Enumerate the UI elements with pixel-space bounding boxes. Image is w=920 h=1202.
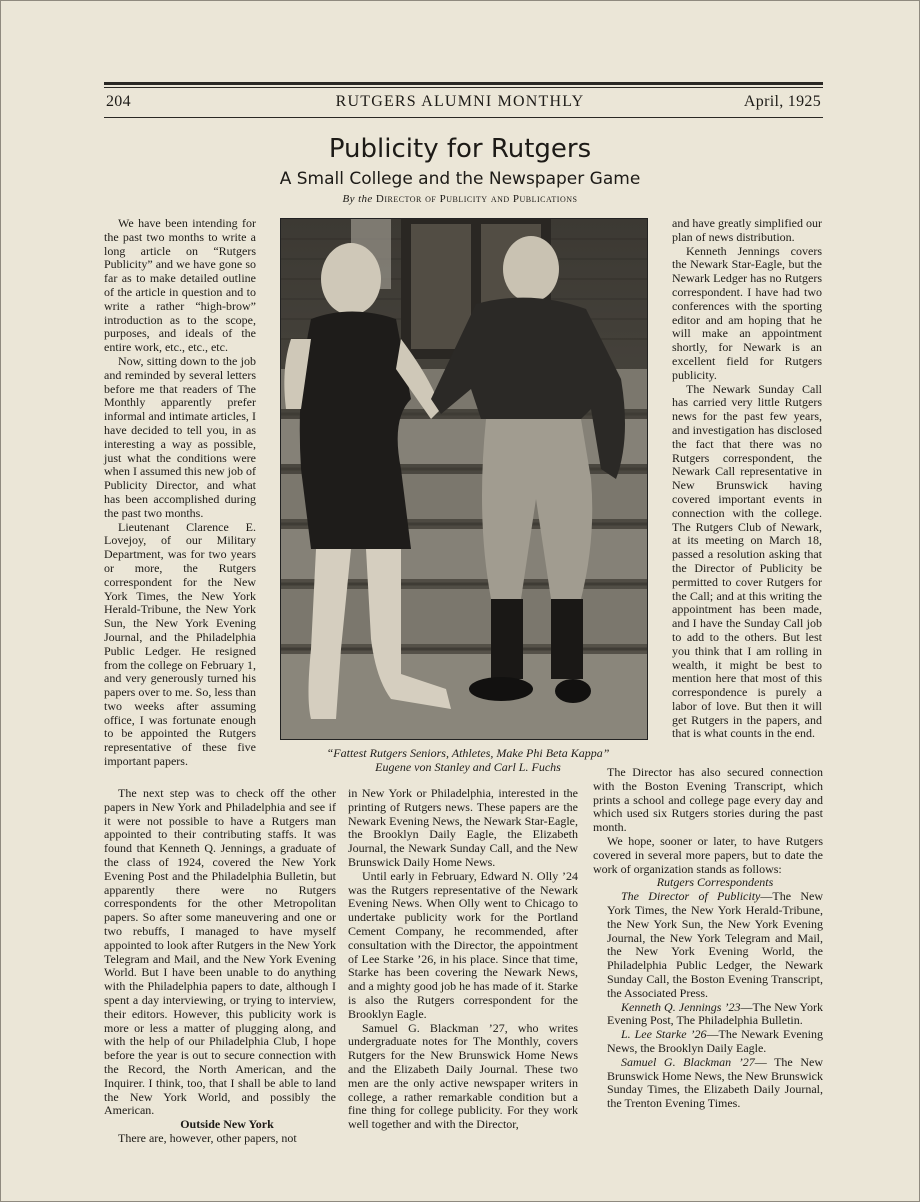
publication-name: RUTGERS ALUMNI MONTHLY xyxy=(335,93,585,110)
left-column-bottom xyxy=(104,787,336,1146)
paragraph: Kenneth Jennings covers the Newark Star-Eagle, but the Newark Ledger has no Rutgers correspondent. I have had two conferences with the sporting editor and am hoping that he will make an appointment shortly, for Newark is an excellent field for Rutgers publicity. xyxy=(672,243,822,382)
correspondent-name: Kenneth Q. Jennings ’23 xyxy=(621,999,741,1014)
middle-column xyxy=(348,787,578,1132)
paragraph: and have greatly simplified our plan of news distribution. xyxy=(672,216,822,244)
correspondent-entry xyxy=(593,890,823,1000)
header-rule-thin xyxy=(104,87,823,88)
correspondent-papers: —The New York Times, the New York Herald-Tribune, the New York Sun, the New York Evening Journal, the New York Telegram and Mail, the New York Evening World, the Philadelphia Public Ledger, the Newark Sunday Call, the Boston Evening Transcript, the Associated Press. xyxy=(607,889,823,1000)
paragraph: Lieutenant Clarence E. Lovejoy, of our Military Department, was for two years or more, the Rutgers correspondent for the New York Times, the New York Herald-Tribune, the New York Sun, the New York Evening Journal, and the Philadelphia Public Ledger. He resigned from the college on February 1, and very generously turned his papers over to me. So, less than two weeks after assuming office, I was fortunate enough to be appointed the Rutgers representative of these five important papers. xyxy=(104,519,256,769)
correspondent-entry xyxy=(593,1056,823,1111)
correspondent-entry xyxy=(593,1028,823,1056)
article-title: Publicity for Rutgers xyxy=(328,134,592,164)
header-rule-bottom xyxy=(104,117,823,118)
photograph xyxy=(280,218,648,740)
paragraph: The Newark Sunday Call has carried very little Rutgers news for the past few years, and investigation has disclosed the fact that there was no Rutgers correspondent, the Newark Call representative in New Brunswick having covered important events in connection with the college. The Rutgers Club of Newark, at its meeting on March 18, passed a resolution asking that the Director of Publicity be permitted to cover Rutgers for the Call; and at this writing the appointment has been made, and I have the Sunday Call job to add to the others. But lest you think that I am rolling in wealth, it might be best to mention here that most of this correspondence is purely a labor of love. But then it will get Rutgers in the papers, and that is what counts in the end. xyxy=(672,381,822,741)
paragraph: Samuel G. Blackman ’27, who writes undergraduate notes for The Monthly, covers Rutgers for the New Brunswick Home News and the Elizabeth Daily Journal. These two men are the only active newspaper writers in college, a rather remarkable condition but a fine thing for college publicity. For they work well together and with the Director, xyxy=(348,1020,578,1132)
paragraph: Until early in February, Edward N. Olly ’24 was the Rutgers representative of the Newark Evening News. When Olly went to Chicago to undertake publicity work for the Portland Cement Company, he recommended, after consultation with the Director, the appointment of Lee Starke ’26, in his place. Since that time, Starke has been covering the Newark News, and a mighty good job he has made of it. Starke is also the Rutgers correspondent for the Brooklyn Eagle. xyxy=(348,868,578,1021)
right-column-top xyxy=(672,217,822,741)
correspondent-name: The Director of Publicity xyxy=(621,889,761,904)
correspondent-entry xyxy=(593,1001,823,1029)
correspondent-papers: — The New Brunswick Home News, the New Brunswick Sunday Times, the Elizabeth Daily Journal, the Trenton Evening Times. xyxy=(607,1054,823,1111)
issue-date: April, 1925 xyxy=(743,93,821,110)
right-column-bottom xyxy=(593,766,823,1111)
paragraph: in New York or Philadelphia, interested in the printing of Rutgers news. These papers are the Newark Evening News, the Newark Star-Eagle, the Brooklyn Daily Eagle, the Elizabeth Journal, the Newark Sunday Call, and the New Brunswick Daily Home News. xyxy=(348,786,578,869)
photo-athletes-handshake xyxy=(281,219,647,739)
paragraph: There are, however, other papers, not xyxy=(118,1130,297,1145)
article-subtitle: A Small College and the Newspaper Game xyxy=(279,169,641,189)
paragraph: The Director has also secured connection with the Boston Evening Transcript, which prints a school and college page every day and which used six Rutgers stories during the past month. xyxy=(593,765,823,835)
correspondent-name: Samuel G. Blackman ’27 xyxy=(621,1054,755,1069)
byline-by: By the xyxy=(342,193,373,205)
caption-quote: “Fattest Rutgers Seniors, Athletes, Make Phi Beta Kappa” xyxy=(326,746,610,760)
page-number: 204 xyxy=(106,93,131,110)
paragraph: The next step was to check off the other papers in New York and Philadelphia and see if it were not possible to have a Rutgers man appointed to their contributing staffs. It was found that Kenneth Q. Jennings, a graduate of the class of 1924, covered the New York Evening Post and the Philadelphia Bulletin, but apparently there were no Rutgers correspondents for the other Metropolitan papers. So after some maneuvering and one or two rebuffs, I managed to have myself appointed to look after Rutgers in the New York Telegram and Mail, and the New York Evening World. But I have been unable to do anything with the Philadelphia papers to date, although I spent a day interviewing, or trying to interview, their editors. However, this publicity work is more or less a matter of plugging along, and with the help of our Philadelphia Club, I hope before the year is out to secure connection with the Record, the North American, and the Inquirer. I think, too, that I shall be able to land the New York World, and possibly the American. xyxy=(104,786,336,1118)
section-heading-outside-new-york: Outside New York xyxy=(180,1117,274,1132)
correspondent-papers: —The Newark Evening News, the Brooklyn Daily Eagle. xyxy=(607,1027,823,1055)
paragraph: Now, sitting down to the job and reminded by several letters before me that readers of The Monthly apparently prefer informal and intimate articles, I have decided to tell you, in as interesting a way as possible, just what the conditions were when I assumed this new job of Publicity Director, and what has been accomplished during the past two months. xyxy=(104,353,256,520)
paragraph: We hope, sooner or later, to have Rutgers covered in several more papers, but to date the work of organization stands as follows: xyxy=(593,833,823,876)
left-column-top xyxy=(104,217,256,769)
byline xyxy=(1,193,919,205)
correspondent-name: L. Lee Starke ’26 xyxy=(621,1027,707,1042)
caption-names: Eugene von Stanley and Carl L. Fuchs xyxy=(375,760,561,774)
header-rule-top xyxy=(104,82,823,85)
byline-author: Director of Publicity and Publications xyxy=(375,193,578,205)
paragraph: We have been intending for the past two months to write a long article on “Rutgers Publicity” and we have gone so far as to make detailed outline of the article in question and to write a rather “high-brow” introduction as to the scope, purposes, and ideals of the entire work, etc., etc., etc. xyxy=(104,216,256,355)
correspondents-heading: Rutgers Correspondents xyxy=(656,875,774,890)
correspondent-papers: —The New York Evening Post, The Philadelphia Bulletin. xyxy=(607,999,823,1028)
